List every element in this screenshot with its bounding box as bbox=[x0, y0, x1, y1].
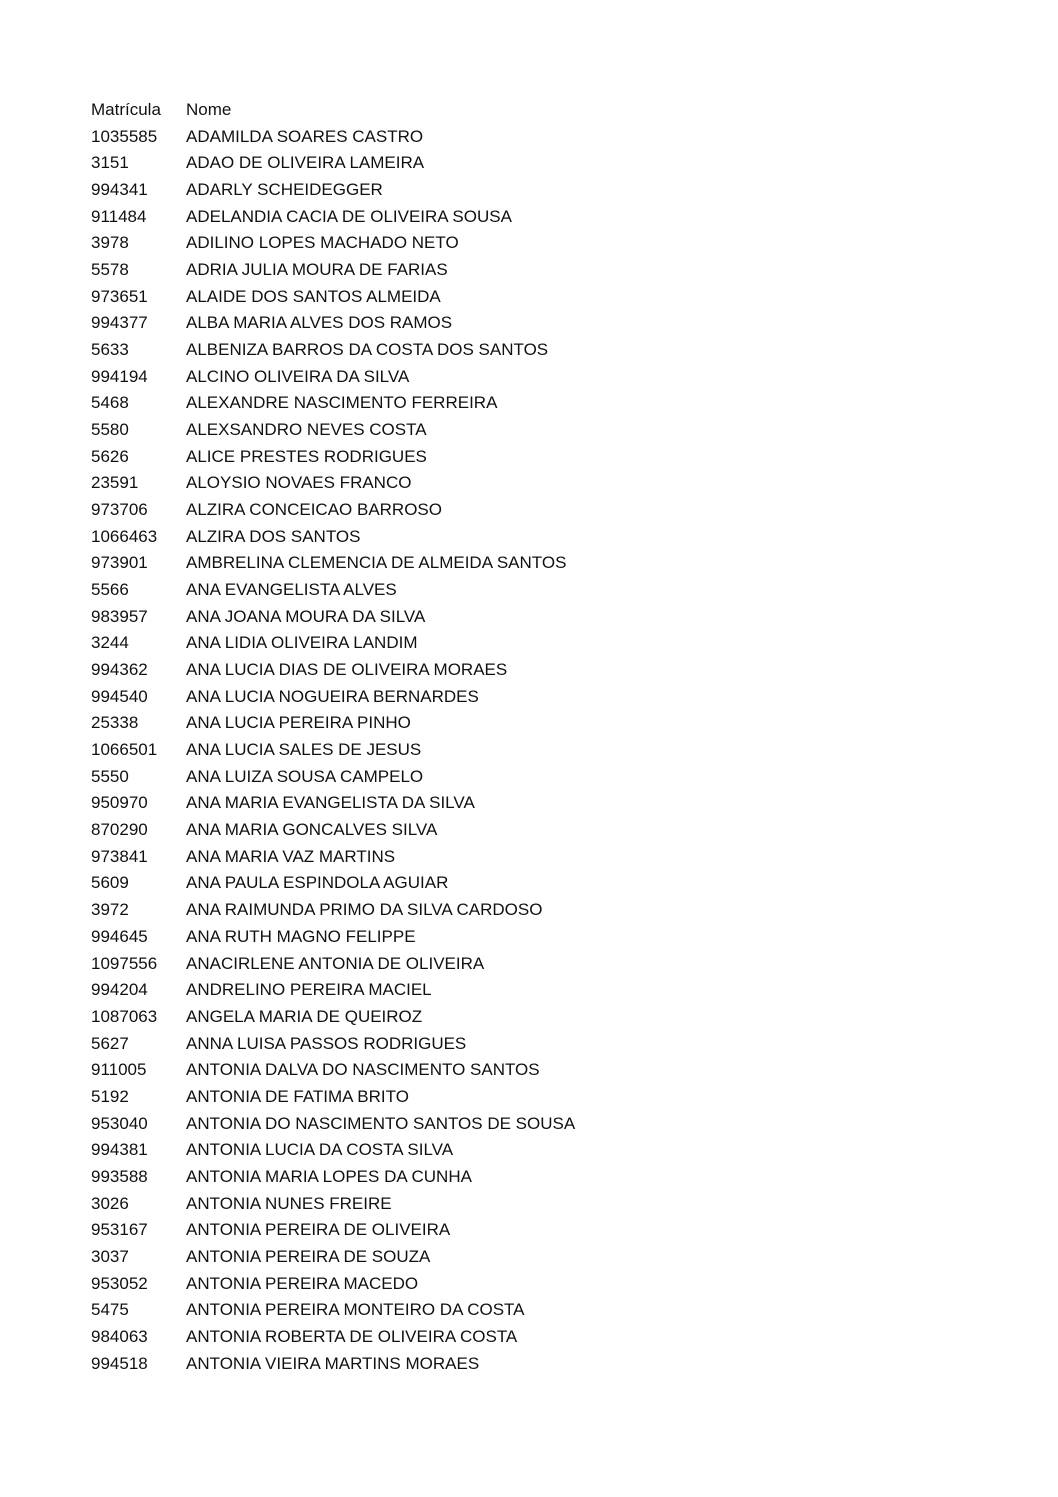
cell-matricula: 1097556 bbox=[91, 953, 158, 973]
table-row bbox=[91, 657, 691, 684]
cell-matricula: 973706 bbox=[91, 500, 148, 520]
cell-matricula: 994381 bbox=[91, 1140, 148, 1160]
cell-matricula: 3978 bbox=[91, 233, 129, 253]
cell-nome: ANDRELINO PEREIRA MACIEL bbox=[186, 980, 432, 1000]
cell-nome: ADARLY SCHEIDEGGER bbox=[186, 180, 383, 200]
cell-nome: ANTONIA NUNES FREIRE bbox=[186, 1193, 392, 1213]
table-row bbox=[91, 257, 691, 284]
table-row bbox=[91, 1217, 691, 1244]
table-row bbox=[91, 230, 691, 257]
table-row bbox=[91, 390, 691, 417]
table-row bbox=[91, 1164, 691, 1191]
cell-matricula: 983957 bbox=[91, 606, 148, 626]
cell-nome: ANA JOANA MOURA DA SILVA bbox=[186, 606, 426, 626]
cell-nome: ANA MARIA EVANGELISTA DA SILVA bbox=[186, 793, 475, 813]
cell-nome: ANTONIA PEREIRA DE OLIVEIRA bbox=[186, 1220, 451, 1240]
table-row bbox=[91, 684, 691, 711]
cell-nome: ALEXSANDRO NEVES COSTA bbox=[186, 420, 427, 440]
cell-matricula: 5609 bbox=[91, 873, 129, 893]
cell-matricula: 5475 bbox=[91, 1300, 129, 1320]
cell-nome: ANACIRLENE ANTONIA DE OLIVEIRA bbox=[186, 953, 485, 973]
table-row bbox=[91, 1244, 691, 1271]
cell-nome: ANTONIA PEREIRA MACEDO bbox=[186, 1273, 419, 1293]
table-row bbox=[91, 524, 691, 551]
table-row bbox=[91, 1191, 691, 1218]
cell-matricula: 1066463 bbox=[91, 526, 158, 546]
cell-nome: ANTONIA LUCIA DA COSTA SILVA bbox=[186, 1140, 454, 1160]
cell-nome: ANTONIA DO NASCIMENTO SANTOS DE SOUSA bbox=[186, 1113, 576, 1133]
table-row bbox=[91, 1084, 691, 1111]
cell-matricula: 3972 bbox=[91, 900, 129, 920]
cell-matricula: 994341 bbox=[91, 180, 148, 200]
cell-nome: ANNA LUISA PASSOS RODRIGUES bbox=[186, 1033, 467, 1053]
cell-nome: ANTONIA MARIA LOPES DA CUNHA bbox=[186, 1166, 472, 1186]
cell-matricula: 1066501 bbox=[91, 740, 158, 760]
header-nome: Nome bbox=[186, 100, 232, 119]
table-row bbox=[91, 1111, 691, 1138]
cell-nome: ANA LUCIA DIAS DE OLIVEIRA MORAES bbox=[186, 660, 508, 680]
cell-nome: ANA RUTH MAGNO FELIPPE bbox=[186, 926, 416, 946]
table-row bbox=[91, 1324, 691, 1351]
cell-nome: ANA MARIA VAZ MARTINS bbox=[186, 846, 396, 866]
table-row bbox=[91, 1297, 691, 1324]
cell-matricula: 5633 bbox=[91, 340, 129, 360]
cell-matricula: 994362 bbox=[91, 660, 148, 680]
cell-matricula: 994540 bbox=[91, 686, 148, 706]
table-row bbox=[91, 1351, 691, 1378]
table-row bbox=[91, 897, 691, 924]
table-row bbox=[91, 284, 691, 311]
header-matricula: Matrícula bbox=[91, 100, 161, 119]
cell-nome: ANA MARIA GONCALVES SILVA bbox=[186, 820, 438, 840]
cell-nome: ADELANDIA CACIA DE OLIVEIRA SOUSA bbox=[186, 206, 512, 226]
table-row bbox=[91, 177, 691, 204]
cell-matricula: 911484 bbox=[91, 206, 147, 226]
cell-matricula: 994194 bbox=[91, 366, 148, 386]
cell-nome: ANA LIDIA OLIVEIRA LANDIM bbox=[186, 633, 418, 653]
table-row bbox=[91, 630, 691, 657]
cell-nome: ANA EVANGELISTA ALVES bbox=[186, 580, 397, 600]
cell-nome: ADAO DE OLIVEIRA LAMEIRA bbox=[186, 153, 425, 173]
cell-nome: ALBA MARIA ALVES DOS RAMOS bbox=[186, 313, 453, 333]
cell-nome: ADRIA JULIA MOURA DE FARIAS bbox=[186, 260, 448, 280]
table-row bbox=[91, 497, 691, 524]
table-row bbox=[91, 1271, 691, 1298]
cell-matricula: 3244 bbox=[91, 633, 129, 653]
cell-nome: ANTONIA DALVA DO NASCIMENTO SANTOS bbox=[186, 1060, 540, 1080]
cell-matricula: 5468 bbox=[91, 393, 129, 413]
cell-nome: ANA LUCIA PEREIRA PINHO bbox=[186, 713, 411, 733]
table-row bbox=[91, 870, 691, 897]
cell-nome: ALZIRA DOS SANTOS bbox=[186, 526, 361, 546]
cell-nome: ANA LUIZA SOUSA CAMPELO bbox=[186, 766, 424, 786]
table-row bbox=[91, 150, 691, 177]
cell-matricula: 953167 bbox=[91, 1220, 148, 1240]
table-row bbox=[91, 204, 691, 231]
cell-nome: AMBRELINA CLEMENCIA DE ALMEIDA SANTOS bbox=[186, 553, 567, 573]
table-row bbox=[91, 924, 691, 951]
cell-nome: ADAMILDA SOARES CASTRO bbox=[186, 126, 424, 146]
cell-nome: ALICE PRESTES RODRIGUES bbox=[186, 446, 427, 466]
cell-matricula: 984063 bbox=[91, 1326, 148, 1346]
table-row bbox=[91, 364, 691, 391]
cell-matricula: 1087063 bbox=[91, 1006, 158, 1026]
cell-matricula: 5580 bbox=[91, 420, 129, 440]
table-row bbox=[91, 337, 691, 364]
cell-matricula: 5550 bbox=[91, 766, 129, 786]
cell-nome: ANA RAIMUNDA PRIMO DA SILVA CARDOSO bbox=[186, 900, 543, 920]
table-row bbox=[91, 444, 691, 471]
cell-matricula: 973841 bbox=[91, 846, 148, 866]
cell-matricula: 23591 bbox=[91, 473, 139, 493]
table-row bbox=[91, 977, 691, 1004]
table-row bbox=[91, 1031, 691, 1058]
table-row bbox=[91, 844, 691, 871]
cell-matricula: 870290 bbox=[91, 820, 148, 840]
cell-matricula: 994204 bbox=[91, 980, 148, 1000]
table-row bbox=[91, 710, 691, 737]
cell-matricula: 953052 bbox=[91, 1273, 148, 1293]
table-row bbox=[91, 1004, 691, 1031]
cell-nome: ANTONIA PEREIRA DE SOUZA bbox=[186, 1246, 431, 1266]
cell-matricula: 994645 bbox=[91, 926, 148, 946]
table-row bbox=[91, 790, 691, 817]
cell-matricula: 3151 bbox=[91, 153, 129, 173]
cell-matricula: 953040 bbox=[91, 1113, 148, 1133]
table-row bbox=[91, 604, 691, 631]
roster-table bbox=[91, 97, 691, 1377]
cell-nome: ALOYSIO NOVAES FRANCO bbox=[186, 473, 412, 493]
cell-nome: ALAIDE DOS SANTOS ALMEIDA bbox=[186, 286, 441, 306]
table-header-row bbox=[91, 97, 691, 124]
table-row bbox=[91, 817, 691, 844]
cell-matricula: 5578 bbox=[91, 260, 129, 280]
cell-matricula: 973651 bbox=[91, 286, 148, 306]
cell-nome: ADILINO LOPES MACHADO NETO bbox=[186, 233, 459, 253]
cell-matricula: 5627 bbox=[91, 1033, 129, 1053]
table-row bbox=[91, 417, 691, 444]
cell-matricula: 993588 bbox=[91, 1166, 148, 1186]
table-row bbox=[91, 737, 691, 764]
cell-nome: ANA PAULA ESPINDOLA AGUIAR bbox=[186, 873, 449, 893]
cell-nome: ANTONIA VIEIRA MARTINS MORAES bbox=[186, 1353, 480, 1373]
table-row bbox=[91, 1057, 691, 1084]
cell-matricula: 1035585 bbox=[91, 126, 158, 146]
table-row bbox=[91, 124, 691, 151]
cell-matricula: 5626 bbox=[91, 446, 129, 466]
cell-matricula: 973901 bbox=[91, 553, 148, 573]
cell-matricula: 994518 bbox=[91, 1353, 148, 1373]
table-row bbox=[91, 577, 691, 604]
cell-matricula: 3026 bbox=[91, 1193, 129, 1213]
cell-matricula: 5566 bbox=[91, 580, 129, 600]
cell-matricula: 3037 bbox=[91, 1246, 129, 1266]
table-row bbox=[91, 951, 691, 978]
cell-matricula: 994377 bbox=[91, 313, 148, 333]
cell-nome: ANTONIA DE FATIMA BRITO bbox=[186, 1086, 409, 1106]
cell-matricula: 5192 bbox=[91, 1086, 129, 1106]
cell-matricula: 950970 bbox=[91, 793, 148, 813]
table-row bbox=[91, 470, 691, 497]
table-row bbox=[91, 550, 691, 577]
cell-nome: ALBENIZA BARROS DA COSTA DOS SANTOS bbox=[186, 340, 549, 360]
cell-nome: ANA LUCIA SALES DE JESUS bbox=[186, 740, 422, 760]
cell-nome: ANTONIA PEREIRA MONTEIRO DA COSTA bbox=[186, 1300, 525, 1320]
cell-nome: ALCINO OLIVEIRA DA SILVA bbox=[186, 366, 410, 386]
cell-matricula: 911005 bbox=[91, 1060, 147, 1080]
cell-nome: ANA LUCIA NOGUEIRA BERNARDES bbox=[186, 686, 479, 706]
table-row bbox=[91, 1137, 691, 1164]
table-row bbox=[91, 310, 691, 337]
table-body bbox=[91, 124, 691, 1378]
table-row bbox=[91, 764, 691, 791]
cell-nome: ALEXANDRE NASCIMENTO FERREIRA bbox=[186, 393, 498, 413]
cell-matricula: 25338 bbox=[91, 713, 139, 733]
cell-nome: ALZIRA CONCEICAO BARROSO bbox=[186, 500, 442, 520]
cell-nome: ANGELA MARIA DE QUEIROZ bbox=[186, 1006, 423, 1026]
cell-nome: ANTONIA ROBERTA DE OLIVEIRA COSTA bbox=[186, 1326, 518, 1346]
